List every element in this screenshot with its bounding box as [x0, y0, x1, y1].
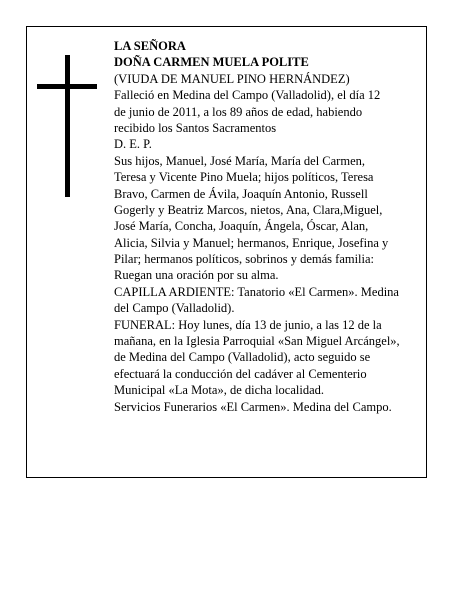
death-line: de junio de 2011, a los 89 años de edad, habiendo	[114, 104, 363, 119]
funeral-line: Municipal «La Mota», de dicha localidad.	[114, 383, 325, 398]
funeral-services-line: Servicios Funerarios «El Carmen». Medina del Campo.	[114, 399, 392, 414]
family-line: Sus hijos, Manuel, José María, María del Carmen,	[114, 153, 365, 168]
cross-horizontal-bar	[37, 84, 97, 89]
family-line: Gogerly y Beatriz Marcos, nietos, Ana, Clara,Miguel,	[114, 202, 383, 217]
deceased-name: DOÑA CARMEN MUELA POLITE	[114, 55, 309, 70]
funeral-line: FUNERAL: Hoy lunes, día 13 de junio, a las 12 de la	[114, 317, 382, 332]
rest-in-peace: D. E. P.	[114, 137, 152, 152]
funeral-line: de Medina del Campo (Valladolid), acto seguido se	[114, 350, 371, 365]
cross-icon	[37, 55, 97, 197]
death-line: recibido los Santos Sacramentos	[114, 120, 277, 135]
widow-of-line: (VIUDA DE MANUEL PINO HERNÁNDEZ)	[114, 71, 350, 86]
chapel-line: del Campo (Valladolid).	[114, 301, 235, 316]
family-line: Pilar; hermanos políticos, sobrinos y demás familia:	[114, 252, 375, 267]
obituary-text	[114, 38, 434, 415]
family-line: Bravo, Carmen de Ávila, Joaquín Antonio, Russell	[114, 186, 368, 201]
family-line: Alicia, Silvia y Manuel; hermanos, Enrique, Josefina y	[114, 235, 389, 250]
cross-vertical-bar	[65, 55, 70, 197]
funeral-line: mañana, en la Iglesia Parroquial «San Miguel Arcángel»,	[114, 334, 400, 349]
chapel-line: CAPILLA ARDIENTE: Tanatorio «El Carmen». Medina	[114, 284, 399, 299]
funeral-line: efectuará la conducción del cadáver al Cementerio	[114, 366, 367, 381]
family-line: José María, Concha, Joaquín, Ángela, Óscar, Alan,	[114, 219, 369, 234]
family-line: Teresa y Vicente Pino Muela; hijos políticos, Teresa	[114, 170, 374, 185]
notice-title: LA SEÑORA	[114, 39, 186, 53]
death-line: Falleció en Medina del Campo (Valladolid), el día 12	[114, 88, 381, 103]
family-line: Ruegan una oración por su alma.	[114, 268, 279, 283]
